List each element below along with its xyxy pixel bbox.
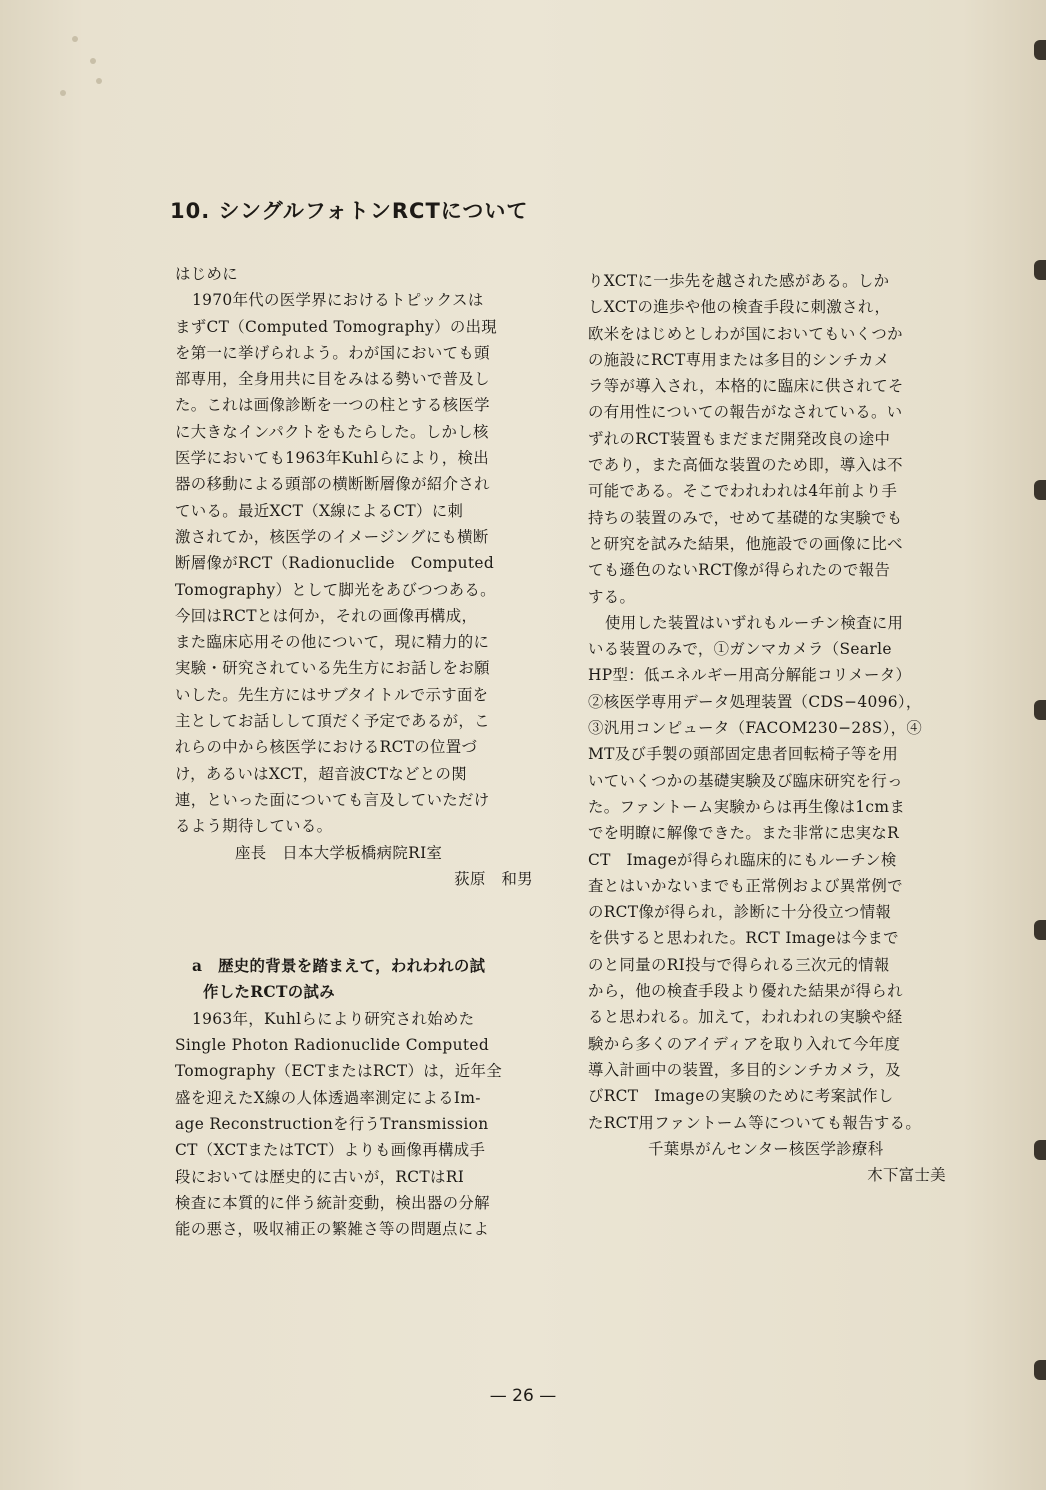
text-line: 段においては歴史的に古いが，RCTはRI xyxy=(175,1167,465,1186)
text-line: 断層像がRCT（Radionuclide Computed xyxy=(175,554,495,573)
binder-hole xyxy=(1034,1140,1046,1160)
text-line: に大きなインパクトをもたらした。しかし核 xyxy=(175,422,489,441)
text-line: a 歴史的背景を踏まえて，われわれの試 xyxy=(192,957,486,976)
text-line: ラ等が導入され，本格的に臨床に供されてそ xyxy=(588,377,904,396)
text-line: るよう期待している。 xyxy=(175,817,333,836)
binder-holes xyxy=(1034,40,1046,1440)
text-line: 1970年代の医学界におけるトピックスは xyxy=(192,291,484,310)
page-number: — 26 — xyxy=(489,1386,557,1406)
binder-hole xyxy=(1034,700,1046,720)
text-line: ②核医学専用データ処理装置（CDS−4096）， xyxy=(588,692,922,711)
text-line: びRCT Imageの実験のために考案試作し xyxy=(588,1087,894,1106)
left-column xyxy=(175,261,545,1242)
text-line: りXCTに一歩先を越された感がある。しか xyxy=(588,272,890,290)
text-line: 使用した装置はいずれもルーチン検査に用 xyxy=(605,613,904,632)
text-line: CT（XCTまたはTCT）よりも画像再構成手 xyxy=(175,1141,486,1160)
text-line: た。ファントーム実験からは再生像は1cmま xyxy=(588,797,906,816)
text-line: を第一に挙げられよう。わが国においても頭 xyxy=(175,343,490,362)
text-line: また臨床応用その他について，現に精力的に xyxy=(175,633,490,652)
text-line: 験から多くのアイディアを取り入れて今年度 xyxy=(588,1034,901,1053)
text-line: 荻原 和男 xyxy=(454,869,533,888)
text-line: ている。最近XCT（X線によるCT）に刺 xyxy=(175,501,464,520)
text-line: のRCT像が得られ，診断に十分役立つ情報 xyxy=(588,903,892,922)
text-line: いした。先生方にはサブタイトルで示す面を xyxy=(175,685,489,704)
text-line: の施設にRCT専用または多目的シンチカメ xyxy=(588,350,890,369)
text-line: 能の悪さ，吸収補正の繁雑さ等の問題点によ xyxy=(175,1220,490,1239)
text-line: HP型：低エネルギー用高分解能コリメータ） xyxy=(588,666,912,685)
binder-hole xyxy=(1034,260,1046,280)
text-line: ずれのRCT装置もまだまだ開発改良の途中 xyxy=(588,429,891,448)
text-line: Single Photon Radionuclide Computed xyxy=(175,1036,490,1055)
text-line: 主としてお話しして頂だく予定であるが，こ xyxy=(175,712,490,731)
section-a xyxy=(175,953,545,1242)
text-line: まずCT（Computed Tomography）の出現 xyxy=(175,317,498,336)
text-line: と研究を試みた結果，他施設での画像に比べ xyxy=(588,534,903,553)
text-line: 可能である。そこでわれわれは4年前より手 xyxy=(588,482,898,501)
text-line: 査とはいかないまでも正常例および異常例で xyxy=(588,876,903,895)
binder-hole xyxy=(1034,480,1046,500)
text-line: 今回はRCTとは何か，それの画像再構成， xyxy=(175,606,478,625)
punch-mark xyxy=(96,78,102,84)
text-line: 激されてか，核医学のイメージングにも横断 xyxy=(175,527,489,546)
text-line: CT Imageが得られ臨床的にもルーチン検 xyxy=(588,850,897,869)
text-line: 木下富士美 xyxy=(867,1166,946,1185)
text-line: 持ちの装置のみで，せめて基礎的な実験でも xyxy=(588,508,903,527)
text-line: れらの中から核医学におけるRCTの位置づ xyxy=(175,738,478,757)
binder-hole xyxy=(1034,1360,1046,1380)
text-line: Tomography）として脚光をあびつつある。 xyxy=(175,580,496,599)
text-line: ても遜色のないRCT像が得られたので報告 xyxy=(588,561,891,580)
text-line: 導入計画中の装置，多目的シンチカメラ，及 xyxy=(588,1060,901,1079)
text-line: 器の移動による頭部の横断断層像が紹介され xyxy=(175,475,490,494)
punch-mark xyxy=(90,58,96,64)
text-line: しXCTの進歩や他の検査手段に刺激され， xyxy=(588,298,891,317)
text-line: はじめに xyxy=(175,265,238,283)
binder-hole xyxy=(1034,40,1046,60)
text-line: Tomography（ECTまたはRCT）は，近年全 xyxy=(175,1062,502,1081)
text-line: を供すると思われた。RCT Imageは今まで xyxy=(588,929,899,948)
text-line: であり，また高価な装置のため即，導入は不 xyxy=(588,456,903,475)
text-line: た。これは画像診断を一つの柱とする核医学 xyxy=(175,396,490,415)
text-line: 作したRCTの試み xyxy=(203,983,335,1002)
text-line: する。 xyxy=(588,587,636,606)
text-line: 座長 日本大学板橋病院RI室 xyxy=(235,843,443,862)
text-line: から，他の検査手段より優れた結果が得られ xyxy=(588,982,903,1001)
article-title: 10. シングルフォトンRCTについて xyxy=(170,199,529,223)
intro-section xyxy=(175,261,545,892)
right-column xyxy=(588,268,958,1188)
text-line: のと同量のRI投与で得られる三次元的情報 xyxy=(588,955,890,974)
binder-hole xyxy=(1034,920,1046,940)
text-line: 欧米をはじめとしわが国においてもいくつか xyxy=(588,324,903,343)
text-line: 医学においても1963年Kuhlらにより，検出 xyxy=(175,449,489,468)
right-column-text xyxy=(588,268,958,1188)
text-line: いる装置のみで，①ガンマカメラ（Searle xyxy=(588,640,892,659)
text-line: 千葉県がんセンター核医学診療科 xyxy=(648,1139,884,1158)
text-line: MT及び手製の頭部固定患者回転椅子等を用 xyxy=(588,745,899,764)
text-line: 部専用，全身用共に目をみはる勢いで普及し xyxy=(175,370,490,389)
text-line: 盛を迎えたX線の人体透過率測定によるIm- xyxy=(175,1088,481,1107)
text-line: ③汎用コンピュータ（FACOM230−28S），④ xyxy=(588,719,923,738)
text-line: たRCT用ファントーム等についても報告する。 xyxy=(588,1113,922,1132)
text-line: 連，といった面についても言及していただけ xyxy=(175,790,490,809)
text-line: 1963年，Kuhlらにより研究され始めた xyxy=(192,1009,475,1028)
text-line: いていくつかの基礎実験及び臨床研究を行っ xyxy=(588,771,903,790)
text-line: の有用性についての報告がなされている。い xyxy=(588,403,903,422)
text-line: 実験・研究されている先生方にお話しをお願 xyxy=(175,659,490,678)
punch-mark xyxy=(72,36,78,42)
text-line: でを明瞭に解像できた。また非常に忠実なR xyxy=(588,824,900,843)
section-gap xyxy=(175,892,545,953)
text-line: け，あるいはXCT，超音波CTなどとの関 xyxy=(175,764,468,783)
text-line: age Reconstructionを行うTransmission xyxy=(175,1114,489,1133)
punch-mark xyxy=(60,90,66,96)
text-line: 検査に本質的に伴う統計変動，検出器の分解 xyxy=(175,1193,490,1212)
text-line: ると思われる。加えて，われわれの実験や経 xyxy=(588,1008,903,1027)
